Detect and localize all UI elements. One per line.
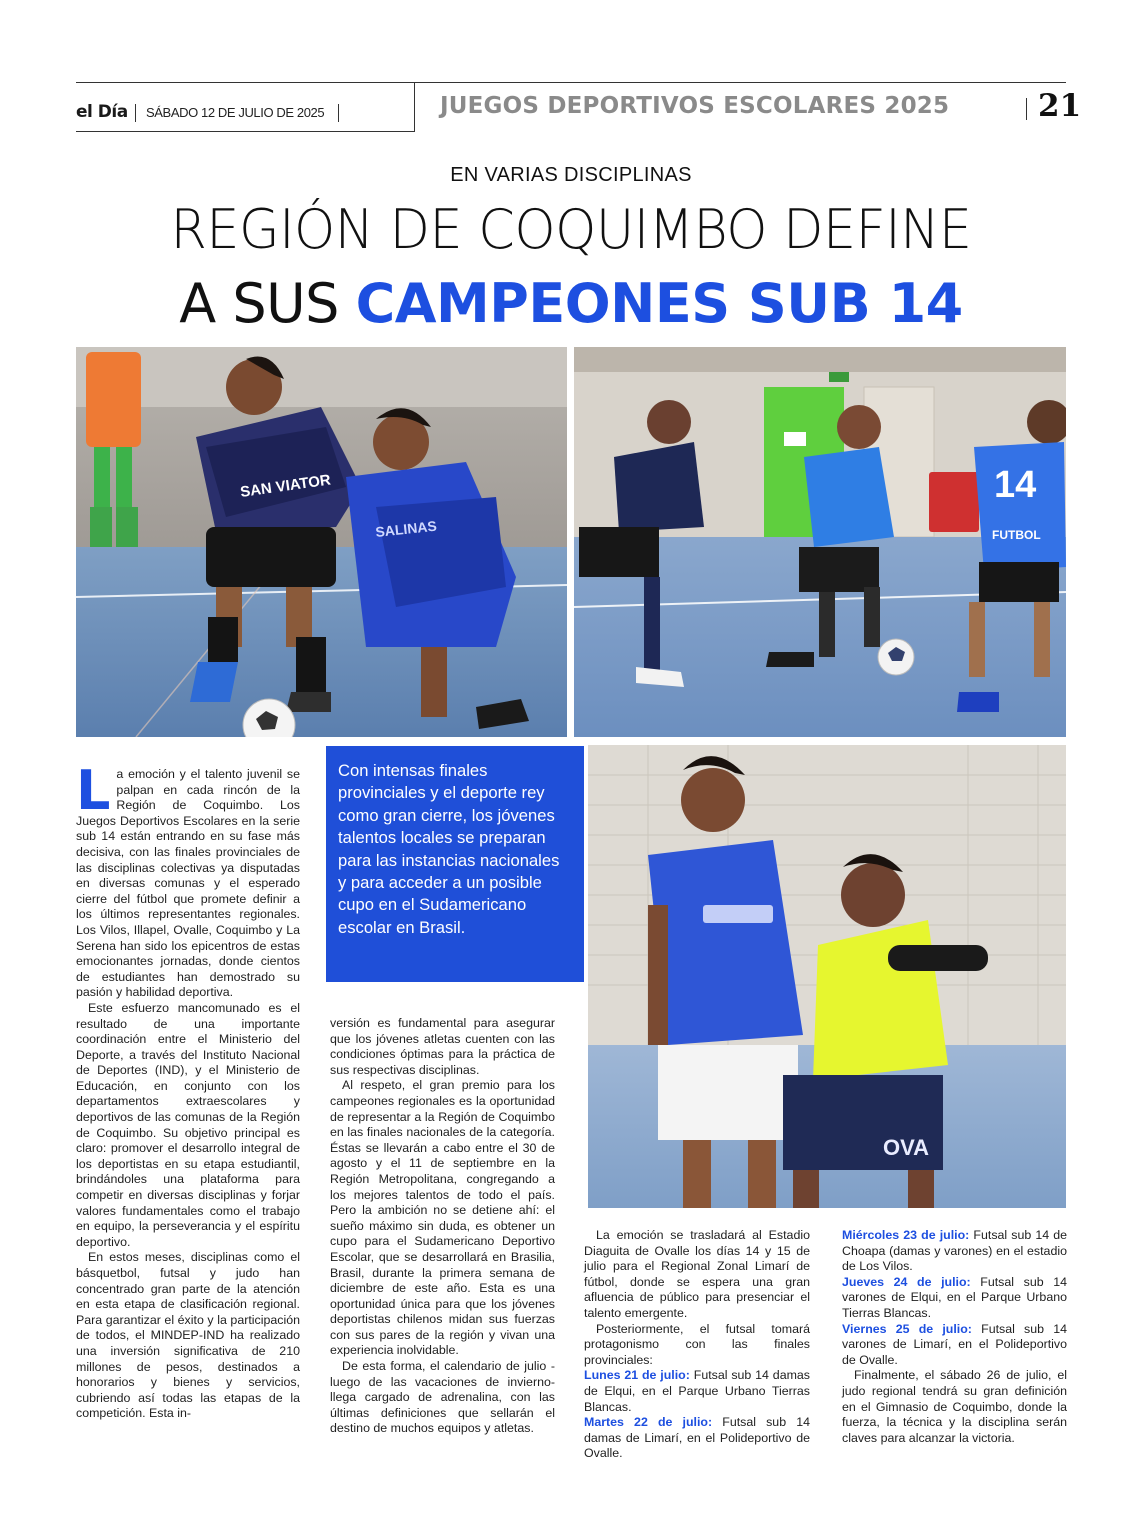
schedule-date: Lunes 21 de julio: xyxy=(584,1368,690,1383)
schedule-date: Jueves 24 de julio: xyxy=(842,1274,971,1289)
pull-quote: Con intensas finales provinciales y el deporte rey como gran cierre, los jóvenes talentos locales se preparan para las instancias nacionales y para acceder a un posible cupo en el Sudamericano escolar en Brasil. xyxy=(326,746,584,982)
paragraph: En estos meses, disciplinas como el básquetbol, futsal y judo han concentrado gran parte de la atención en esta etapa de clasificación regional. Para garantizar el éxito y la participación de todos, el MINDEP-IND ha realizado una inversión significativa de 210 millones de pesos, destinados a honorarios y bienes y servicios, cubriendo así todas las etapas de la competición. Esta in- xyxy=(76,1250,300,1421)
headline-line1: REGIÓN DE COQUIMBO DEFINE xyxy=(170,198,972,261)
section-title: JUEGOS DEPORTIVOS ESCOLARES 2025 xyxy=(440,93,950,119)
paragraph: Finalmente, el sábado 26 de julio, el judo regional tendrá su gran definición en el Gimnasio de Coquimbo, donde la fuerza, la técnica y la disciplina serán claves para alcanzar la victoria. xyxy=(842,1368,1067,1445)
jersey2-text: SALINAS xyxy=(374,517,438,540)
header-tick xyxy=(135,104,136,122)
schedule-item xyxy=(584,1368,810,1415)
newspaper-brand: el Día xyxy=(76,102,128,122)
photo-futsal-chase xyxy=(588,745,1066,1208)
schedule-text: Futsal sub 14 damas de Elqui, en el Parque Urbano Tierras Blancas. xyxy=(584,1368,810,1414)
paragraph: La emoción se trasladará al Estadio Diaguita de Ovalle los días 14 y 15 de julio para el Regional Zonal Limarí de fútbol, donde se espera una gran afluencia de público para presenciar el talento emergente. xyxy=(584,1228,810,1320)
paragraph: Este esfuerzo mancomunado es el resultado de una importante coordinación entre el Ministerio del Deporte, a través del Instituto Nacional de Deportes (IND), y el Ministerio de Educación, en conjunto con los departamentos extraescolares y deportivos de las comunas de la Región de Coquimbo. Su objetivo principal es claro: promover el desarrollo integral de los deportistas en su etapa estudiantil, brindándoles una plataforma para competir en diversas disciplinas y forjar valores fundamentales como el trabajo en equipo, la perseverancia y el espíritu deportivo. xyxy=(76,1000,300,1249)
kicker: EN VARIAS DISCIPLINAS xyxy=(450,164,692,186)
article-column-1 xyxy=(76,759,300,1422)
jersey-number: 14 xyxy=(994,464,1037,506)
header-tick xyxy=(1026,98,1027,120)
schedule-date: Miércoles 23 de julio: xyxy=(842,1228,970,1242)
issue-date: SÁBADO 12 DE JULIO DE 2025 xyxy=(146,105,325,120)
photo-futsal-duel xyxy=(76,347,567,737)
header-top-rule xyxy=(76,82,1066,83)
schedule-item xyxy=(584,1415,810,1462)
schedule-item xyxy=(842,1228,1067,1275)
schedule-text: Futsal sub 14 de Choapa (damas y varones) en el estadio de Los Vilos. xyxy=(842,1228,1067,1274)
schedule-date: Viernes 25 de julio: xyxy=(842,1321,972,1336)
headline-highlight: CAMPEONES SUB 14 xyxy=(355,272,963,335)
header-bottom-rule xyxy=(76,131,414,132)
drop-cap: L xyxy=(76,759,111,822)
paragraph: Al respeto, el gran premio para los campeones regionales es la oportunidad de representar a la Región de Coquimbo en las finales nacionales de la categoría. Éstas se llevarán a cabo entre el 30 de agosto y el 11 de septiembre en la Región Metropolitana, congregando a los mejores talentos de todo el país. Pero la ambición no se detiene ahí: el sueño máximo sin duda, es obtener un cupo para el Sudamericano Deportivo Escolar, que se desarrollará en Brasilia, Brasil, durante la primera semana de diciembre de este año. Esta es una oportunidad única para que los jóvenes deportistas chilenos midan sus fuerzas con sus pares de la región y vivan una experiencia inolvidable. xyxy=(330,1078,555,1358)
headline-plain: A SUS xyxy=(179,272,356,335)
paragraph xyxy=(76,759,300,1001)
page-number: 21 xyxy=(1038,88,1082,124)
article-column-4 xyxy=(842,1228,1067,1446)
jersey-text: SAN VIATOR xyxy=(239,471,332,501)
article-column-2 xyxy=(330,1016,555,1437)
schedule-item xyxy=(842,1322,1067,1369)
schedule-text: Futsal sub 14 varones de Limarí, en el Polideportivo de Ovalle. xyxy=(842,1321,1067,1367)
jersey-label: FUTBOL xyxy=(992,528,1041,542)
jersey3-text: OVA xyxy=(883,1135,930,1160)
schedule-text: Futsal sub 14 damas de Limarí, en el Polideportivo de Ovalle. xyxy=(584,1415,810,1461)
article-column-3 xyxy=(584,1228,810,1462)
paragraph: De esta forma, el calendario de julio - luego de las vacaciones de invierno- llega cargado de adrenalina, con las últimas definiciones que sellarán el destino de muchos equipos y atletas. xyxy=(330,1359,555,1436)
header-tick xyxy=(338,104,339,122)
headline-line2 xyxy=(0,272,1142,335)
schedule-item xyxy=(842,1275,1067,1322)
paragraph: Posteriormente, el futsal tomará protagonismo con las finales provinciales: xyxy=(584,1321,810,1367)
schedule-text: Futsal sub 14 varones de Elqui, en el Parque Urbano Tierras Blancas. xyxy=(842,1274,1067,1320)
paragraph-text: a emoción y el talento juvenil se palpan en cada rincón de la Región de Coquimbo. Los Juegos Deportivos Escolares en la serie sub 14 están entrando en su fase más decisiva, con las finales provinciales de las disciplinas colectivas ya disputadas en diversas comunas y el esperado cierre del fútbol que promete definir a los últimos representantes regionales. Los Vilos, Illapel, Ovalle, Coquimbo y La Serena han sido los epicentros de estas emocionantes jornadas, donde cientos de estudiantes han demostrado su pasión y habilidad deportiva. xyxy=(76,767,300,1000)
paragraph: versión es fundamental para asegurar que los jóvenes atletas cuenten con las condiciones óptimas para la práctica de sus respectivas disciplinas. xyxy=(330,1016,555,1077)
header-divider xyxy=(414,82,415,132)
schedule-date: Martes 22 de julio: xyxy=(584,1415,713,1430)
photo-futsal-attack xyxy=(574,347,1066,737)
